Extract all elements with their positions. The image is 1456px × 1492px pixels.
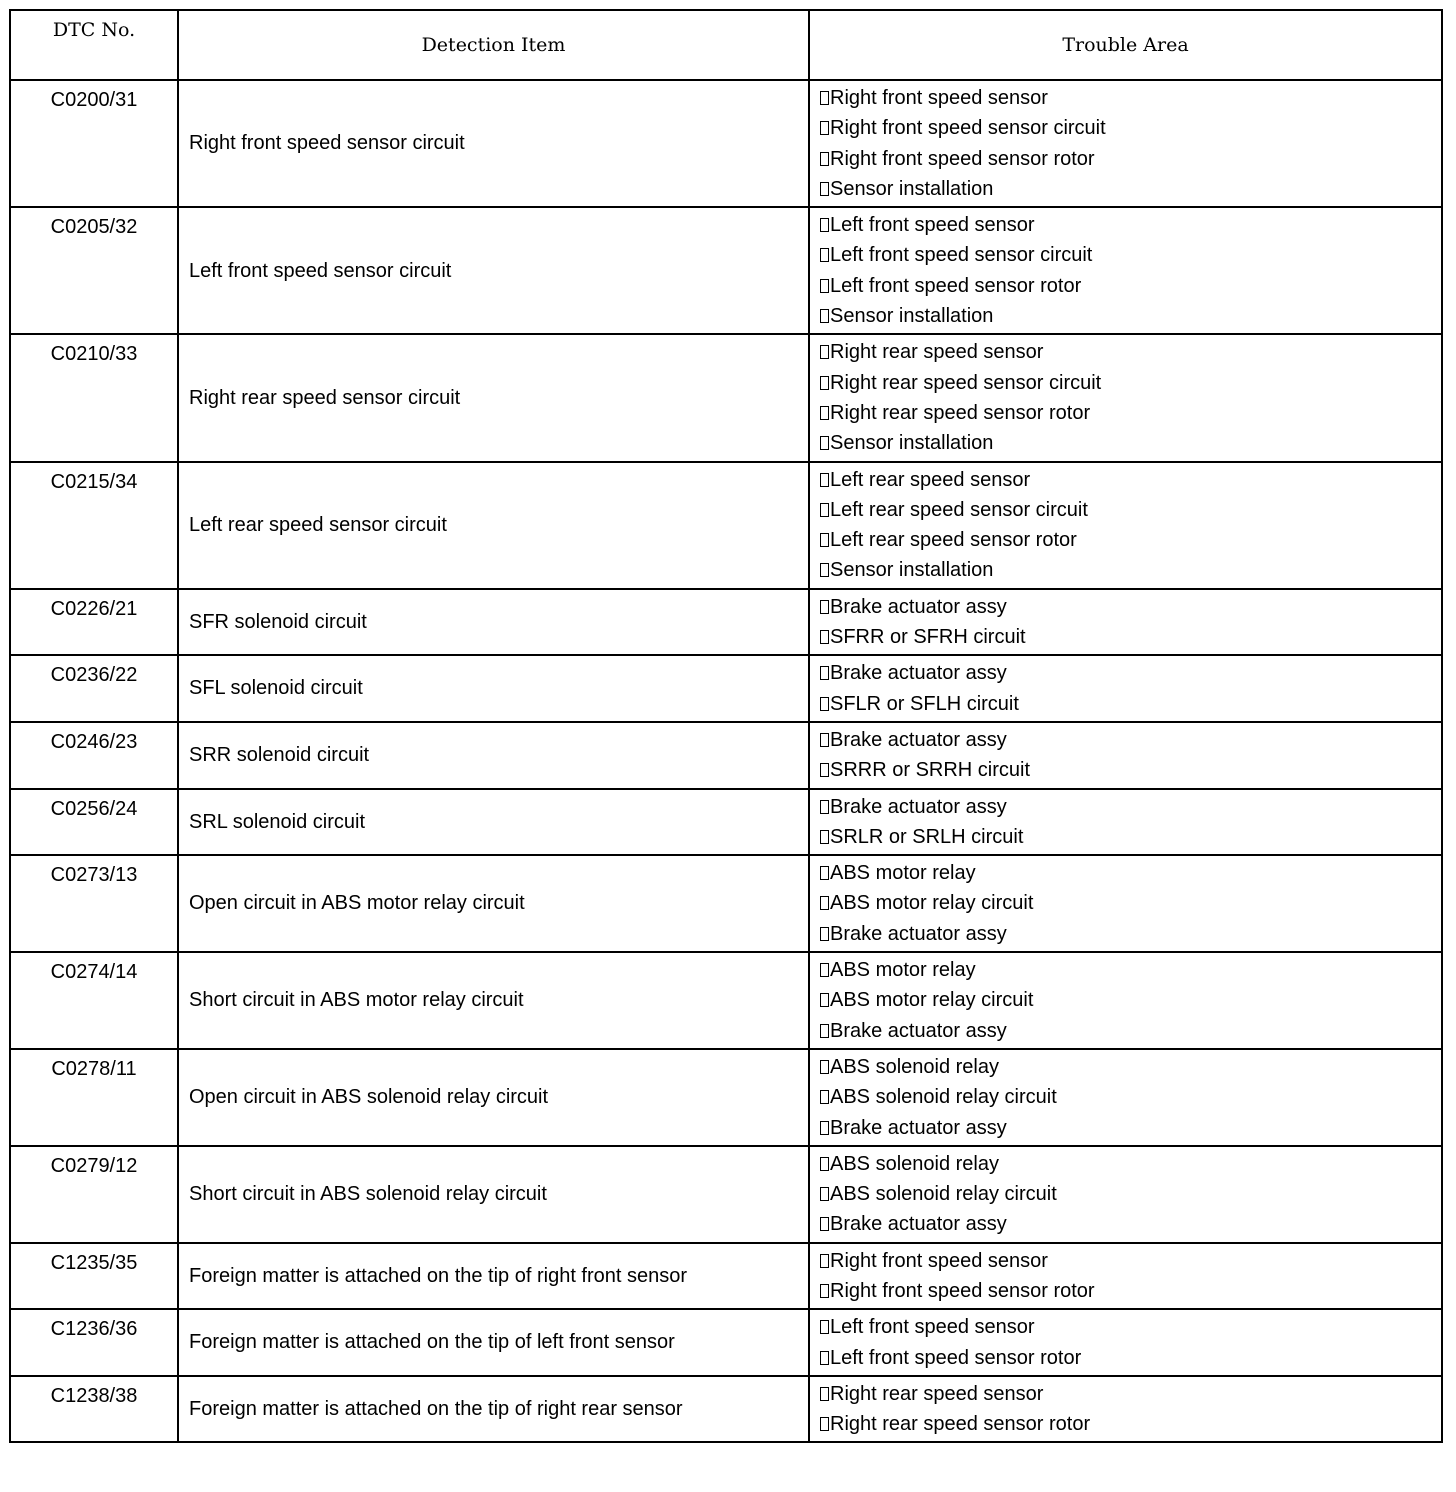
square-bullet-icon — [820, 345, 829, 359]
square-bullet-icon — [820, 533, 829, 547]
table-header — [10, 10, 1442, 80]
square-bullet-icon — [820, 666, 829, 680]
trouble-area-item — [820, 1379, 1441, 1409]
trouble-area-list — [809, 1376, 1442, 1443]
trouble-area-list — [809, 334, 1442, 461]
square-bullet-icon — [820, 993, 829, 1007]
square-bullet-icon — [820, 896, 829, 910]
dtc-code: C0274/14 — [10, 952, 178, 1049]
dtc-code: C1236/36 — [10, 1309, 178, 1376]
trouble-area-text: Left rear speed sensor rotor — [830, 529, 1077, 552]
square-bullet-icon — [820, 600, 829, 614]
trouble-area-text: SFRR or SFRH circuit — [830, 626, 1026, 649]
square-bullet-icon — [820, 697, 829, 711]
detection-item: SFL solenoid circuit — [178, 655, 809, 722]
trouble-area-item — [820, 689, 1441, 719]
square-bullet-icon — [820, 630, 829, 644]
trouble-area-item — [820, 83, 1441, 113]
trouble-area-text: Brake actuator assy — [830, 662, 1007, 685]
dtc-code: C0273/13 — [10, 855, 178, 952]
square-bullet-icon — [820, 866, 829, 880]
trouble-area-list — [809, 1243, 1442, 1310]
trouble-area-item — [820, 1343, 1441, 1373]
trouble-area-item — [820, 622, 1441, 652]
trouble-area-item — [820, 337, 1441, 367]
detection-item: SRR solenoid circuit — [178, 722, 809, 789]
square-bullet-icon — [820, 121, 829, 135]
trouble-area-item — [820, 755, 1441, 785]
trouble-area-text: Left rear speed sensor — [830, 468, 1031, 491]
trouble-area-item — [820, 495, 1441, 525]
trouble-area-text: Right rear speed sensor — [830, 1382, 1044, 1405]
square-bullet-icon — [820, 248, 829, 262]
square-bullet-icon — [820, 800, 829, 814]
table-row — [10, 462, 1442, 589]
detection-item: Foreign matter is attached on the tip of left front sensor — [178, 1309, 809, 1376]
trouble-area-item — [820, 1149, 1441, 1179]
table-row — [10, 1146, 1442, 1243]
square-bullet-icon — [820, 830, 829, 844]
trouble-area-text: Brake actuator assy — [830, 922, 1007, 945]
square-bullet-icon — [820, 436, 829, 450]
trouble-area-item — [820, 398, 1441, 428]
trouble-area-text: ABS solenoid relay — [830, 1055, 999, 1078]
square-bullet-icon — [820, 473, 829, 487]
trouble-area-item — [820, 1246, 1441, 1276]
square-bullet-icon — [820, 91, 829, 105]
trouble-area-text: Left front speed sensor — [830, 1316, 1035, 1339]
trouble-area-text: Right rear speed sensor rotor — [830, 401, 1091, 424]
dtc-code: C0215/34 — [10, 462, 178, 589]
detection-item: Right front speed sensor circuit — [178, 80, 809, 207]
trouble-area-text: Left front speed sensor circuit — [830, 244, 1093, 267]
dtc-table — [9, 9, 1443, 1443]
dtc-code: C0226/21 — [10, 589, 178, 656]
detection-item: Short circuit in ABS solenoid relay circuit — [178, 1146, 809, 1243]
square-bullet-icon — [820, 563, 829, 577]
trouble-area-item — [820, 858, 1441, 888]
detection-item: SRL solenoid circuit — [178, 789, 809, 856]
header-trouble-area: Trouble Area — [809, 10, 1442, 80]
trouble-area-list — [809, 462, 1442, 589]
trouble-area-list — [809, 655, 1442, 722]
trouble-area-list — [809, 1049, 1442, 1146]
trouble-area-item — [820, 955, 1441, 985]
trouble-area-item — [820, 210, 1441, 240]
dtc-code: C0236/22 — [10, 655, 178, 722]
trouble-area-list — [809, 789, 1442, 856]
square-bullet-icon — [820, 503, 829, 517]
square-bullet-icon — [820, 1024, 829, 1038]
detection-item: Left front speed sensor circuit — [178, 207, 809, 334]
header-row — [10, 10, 1442, 80]
dtc-code: C1235/35 — [10, 1243, 178, 1310]
square-bullet-icon — [820, 152, 829, 166]
trouble-area-item — [820, 465, 1441, 495]
square-bullet-icon — [820, 1090, 829, 1104]
trouble-area-text: Right front speed sensor rotor — [830, 1279, 1095, 1302]
trouble-area-text: Left front speed sensor rotor — [830, 1346, 1082, 1369]
trouble-area-text: Brake actuator assy — [830, 728, 1007, 751]
detection-item: Foreign matter is attached on the tip of right front sensor — [178, 1243, 809, 1310]
trouble-area-item — [820, 792, 1441, 822]
trouble-area-list — [809, 80, 1442, 207]
trouble-area-list — [809, 1309, 1442, 1376]
dtc-code: C0210/33 — [10, 334, 178, 461]
square-bullet-icon — [820, 927, 829, 941]
square-bullet-icon — [820, 1060, 829, 1074]
trouble-area-item — [820, 822, 1441, 852]
trouble-area-text: Left front speed sensor — [830, 214, 1035, 237]
trouble-area-text: Brake actuator assy — [830, 1213, 1007, 1236]
header-dtc-no: DTC No. — [10, 10, 178, 80]
square-bullet-icon — [820, 1217, 829, 1231]
trouble-area-list — [809, 855, 1442, 952]
square-bullet-icon — [820, 1121, 829, 1135]
trouble-area-item — [820, 1016, 1441, 1046]
trouble-area-text: ABS motor relay circuit — [830, 892, 1034, 915]
trouble-area-item — [820, 1052, 1441, 1082]
table-row — [10, 722, 1442, 789]
table-row — [10, 655, 1442, 722]
trouble-area-list — [809, 589, 1442, 656]
square-bullet-icon — [820, 376, 829, 390]
dtc-code: C0205/32 — [10, 207, 178, 334]
dtc-code: C0246/23 — [10, 722, 178, 789]
trouble-area-item — [820, 919, 1441, 949]
trouble-area-text: SRLR or SRLH circuit — [830, 825, 1024, 848]
trouble-area-list — [809, 1146, 1442, 1243]
detection-item: Open circuit in ABS solenoid relay circuit — [178, 1049, 809, 1146]
table-row — [10, 1376, 1442, 1443]
trouble-area-item — [820, 368, 1441, 398]
trouble-area-item — [820, 1179, 1441, 1209]
table-row — [10, 855, 1442, 952]
trouble-area-item — [820, 113, 1441, 143]
table-row — [10, 334, 1442, 461]
square-bullet-icon — [820, 309, 829, 323]
trouble-area-item — [820, 888, 1441, 918]
trouble-area-text: Brake actuator assy — [830, 1116, 1007, 1139]
square-bullet-icon — [820, 1417, 829, 1431]
detection-item: Left rear speed sensor circuit — [178, 462, 809, 589]
square-bullet-icon — [820, 1320, 829, 1334]
detection-item: Short circuit in ABS motor relay circuit — [178, 952, 809, 1049]
trouble-area-text: Brake actuator assy — [830, 1019, 1007, 1042]
dtc-code: C0278/11 — [10, 1049, 178, 1146]
trouble-area-list — [809, 722, 1442, 789]
trouble-area-item — [820, 1113, 1441, 1143]
trouble-area-item — [820, 725, 1441, 755]
trouble-area-item — [820, 1276, 1441, 1306]
trouble-area-text: Right rear speed sensor circuit — [830, 371, 1102, 394]
detection-item: Right rear speed sensor circuit — [178, 334, 809, 461]
trouble-area-item — [820, 525, 1441, 555]
square-bullet-icon — [820, 963, 829, 977]
square-bullet-icon — [820, 733, 829, 747]
table-row — [10, 207, 1442, 334]
trouble-area-item — [820, 1312, 1441, 1342]
table-row — [10, 1049, 1442, 1146]
square-bullet-icon — [820, 763, 829, 777]
trouble-area-text: Sensor installation — [830, 177, 994, 200]
square-bullet-icon — [820, 1157, 829, 1171]
trouble-area-item — [820, 985, 1441, 1015]
trouble-area-text: ABS solenoid relay circuit — [830, 1086, 1057, 1109]
trouble-area-item — [820, 1209, 1441, 1239]
table-row — [10, 80, 1442, 207]
trouble-area-text: Sensor installation — [830, 559, 994, 582]
trouble-area-text: Brake actuator assy — [830, 595, 1007, 618]
square-bullet-icon — [820, 1254, 829, 1268]
trouble-area-text: Right front speed sensor rotor — [830, 147, 1095, 170]
trouble-area-item — [820, 555, 1441, 585]
table-row — [10, 952, 1442, 1049]
trouble-area-text: ABS motor relay circuit — [830, 989, 1034, 1012]
trouble-area-item — [820, 174, 1441, 204]
square-bullet-icon — [820, 406, 829, 420]
dtc-code: C1238/38 — [10, 1376, 178, 1443]
trouble-area-list — [809, 952, 1442, 1049]
trouble-area-text: Right rear speed sensor — [830, 341, 1044, 364]
trouble-area-list — [809, 207, 1442, 334]
trouble-area-text: ABS solenoid relay circuit — [830, 1183, 1057, 1206]
dtc-code: C0200/31 — [10, 80, 178, 207]
trouble-area-text: Left rear speed sensor circuit — [830, 498, 1088, 521]
trouble-area-item — [820, 240, 1441, 270]
square-bullet-icon — [820, 1284, 829, 1298]
table-row — [10, 789, 1442, 856]
trouble-area-text: ABS motor relay — [830, 959, 976, 982]
trouble-area-text: Right front speed sensor — [830, 1249, 1048, 1272]
trouble-area-text: ABS motor relay — [830, 862, 976, 885]
trouble-area-item — [820, 271, 1441, 301]
square-bullet-icon — [820, 1351, 829, 1365]
trouble-area-text: Right front speed sensor — [830, 87, 1048, 109]
detection-item: SFR solenoid circuit — [178, 589, 809, 656]
trouble-area-text: Sensor installation — [830, 432, 994, 455]
trouble-area-text: Right front speed sensor circuit — [830, 117, 1106, 140]
trouble-area-text: Brake actuator assy — [830, 795, 1007, 818]
trouble-area-text: SRRR or SRRH circuit — [830, 759, 1031, 782]
trouble-area-item — [820, 1082, 1441, 1112]
trouble-area-text: SFLR or SFLH circuit — [830, 692, 1019, 715]
header-detection-item: Detection Item — [178, 10, 809, 80]
detection-item: Open circuit in ABS motor relay circuit — [178, 855, 809, 952]
table-row — [10, 1309, 1442, 1376]
table-row — [10, 589, 1442, 656]
trouble-area-item — [820, 1409, 1441, 1439]
table-row — [10, 1243, 1442, 1310]
table-body — [10, 80, 1442, 1442]
square-bullet-icon — [820, 1187, 829, 1201]
dtc-code: C0279/12 — [10, 1146, 178, 1243]
square-bullet-icon — [820, 218, 829, 232]
trouble-area-text: ABS solenoid relay — [830, 1152, 999, 1175]
trouble-area-text: Left front speed sensor rotor — [830, 274, 1082, 297]
square-bullet-icon — [820, 279, 829, 293]
square-bullet-icon — [820, 1387, 829, 1401]
trouble-area-text: Sensor installation — [830, 305, 994, 328]
trouble-area-item — [820, 428, 1441, 458]
detection-item: Foreign matter is attached on the tip of right rear sensor — [178, 1376, 809, 1443]
dtc-code: C0256/24 — [10, 789, 178, 856]
trouble-area-item — [820, 658, 1441, 688]
trouble-area-item — [820, 144, 1441, 174]
square-bullet-icon — [820, 182, 829, 196]
trouble-area-item — [820, 301, 1441, 331]
trouble-area-text: Right rear speed sensor rotor — [830, 1413, 1091, 1436]
trouble-area-item — [820, 592, 1441, 622]
